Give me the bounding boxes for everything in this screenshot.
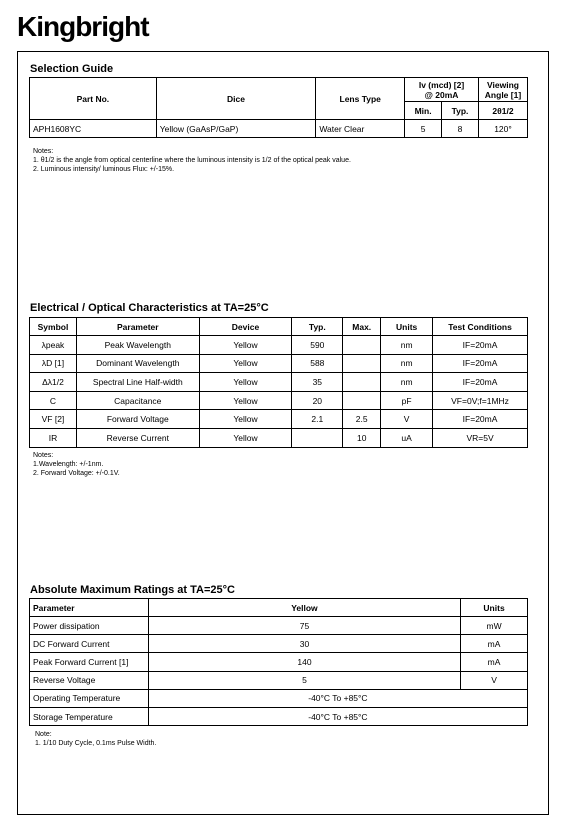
header-viewing-angle (478, 78, 527, 102)
absolute-table (29, 598, 528, 726)
table-cell: IF=20mA (433, 410, 528, 429)
table-cell: mW (461, 617, 528, 635)
note-line: 1. θ1/2 is the angle from optical centerline where the luminous intensity is 1/2 of the optical peak value. (33, 157, 351, 164)
header-symbol: Symbol (30, 318, 77, 336)
table-cell (343, 336, 381, 355)
selection-guide-title: Selection Guide (30, 63, 114, 75)
header-parameter: Parameter (76, 318, 199, 336)
table-cell: Yellow (199, 354, 292, 373)
note-line: Notes: (33, 452, 54, 459)
electrical-notes (33, 451, 120, 478)
header-typ: Typ. (442, 102, 479, 120)
table-cell: λpeak (30, 336, 77, 355)
absolute-title: Absolute Maximum Ratings at TA=25°C (30, 584, 235, 596)
table-cell: Yellow (199, 410, 292, 429)
table-cell: 2.5 (343, 410, 381, 429)
table-row (30, 354, 528, 373)
electrical-title: Electrical / Optical Characteristics at TA=25°C (30, 302, 269, 314)
table-cell: IF=20mA (433, 336, 528, 355)
table-cell (343, 354, 381, 373)
table-cell: 2.1 (292, 410, 343, 429)
table-cell: 75 (148, 617, 460, 635)
table-cell: 5 (148, 671, 460, 689)
absolute-notes (35, 730, 156, 748)
table-cell: λD [1] (30, 354, 77, 373)
table-row (30, 391, 528, 410)
header-test-conditions: Test Conditions (433, 318, 528, 336)
table-row (30, 635, 528, 653)
table-cell: -40°C To +85°C (148, 689, 527, 707)
table-row (30, 336, 528, 355)
table-cell: V (461, 671, 528, 689)
header-iv (405, 78, 479, 102)
table-cell: Forward Voltage (76, 410, 199, 429)
table-cell: 140 (148, 653, 460, 671)
table-row (30, 689, 528, 707)
header-units: Units (381, 318, 433, 336)
cell-lens: Water Clear (316, 120, 405, 138)
note-line: Note: (35, 731, 52, 738)
header-view-line2: Angle [1] (484, 89, 522, 100)
table-row (30, 373, 528, 392)
selection-guide-table (29, 77, 528, 138)
table-cell: Peak Wavelength (76, 336, 199, 355)
table-cell: 588 (292, 354, 343, 373)
table-cell: Operating Temperature (30, 689, 149, 707)
table-cell: uA (381, 428, 433, 447)
table-row (30, 671, 528, 689)
table-cell: V (381, 410, 433, 429)
table-cell: Yellow (199, 391, 292, 410)
cell-typ: 8 (442, 120, 479, 138)
table-cell: mA (461, 635, 528, 653)
table-cell: DC Forward Current (30, 635, 149, 653)
table-cell: Spectral Line Half-width (76, 373, 199, 392)
kingbright-logo: Kingbright (17, 11, 149, 42)
note-line: 1. 1/10 Duty Cycle, 0.1ms Pulse Width. (35, 740, 157, 747)
table-cell: 35 (292, 373, 343, 392)
table-cell: 30 (148, 635, 460, 653)
table-cell: mA (461, 653, 528, 671)
table-cell: -40°C To +85°C (148, 707, 527, 725)
table-cell: Yellow (199, 373, 292, 392)
electrical-table (29, 317, 528, 448)
table-cell: VF [2] (30, 410, 77, 429)
table-cell (292, 428, 343, 447)
header-units: Units (461, 599, 528, 617)
cell-min: 5 (405, 120, 442, 138)
note-line: 1.Wavelength: +/-1nm. (33, 461, 104, 468)
table-cell: Yellow (199, 336, 292, 355)
table-cell: Dominant Wavelength (76, 354, 199, 373)
table-row (30, 428, 528, 447)
header-min: Min. (405, 102, 442, 120)
table-cell: 10 (343, 428, 381, 447)
table-cell: nm (381, 373, 433, 392)
table-cell: IF=20mA (433, 354, 528, 373)
table-cell: nm (381, 354, 433, 373)
cell-dice: Yellow (GaAsP/GaP) (156, 120, 316, 138)
header-max: Max. (343, 318, 381, 336)
header-typ: Typ. (292, 318, 343, 336)
table-cell: VR=5V (433, 428, 528, 447)
table-cell: nm (381, 336, 433, 355)
header-yellow: Yellow (148, 599, 460, 617)
header-dice: Dice (156, 78, 316, 120)
table-row (30, 617, 528, 635)
table-cell: Yellow (199, 428, 292, 447)
table-cell: IR (30, 428, 77, 447)
table-cell: C (30, 391, 77, 410)
header-theta: 2θ1/2 (478, 102, 527, 120)
table-cell (343, 373, 381, 392)
header-iv-line2: @ 20mA (424, 89, 459, 100)
table-row (30, 707, 528, 725)
header-lens-type: Lens Type (316, 78, 405, 120)
table-cell: 590 (292, 336, 343, 355)
table-cell: Power dissipation (30, 617, 149, 635)
table-cell: Storage Temperature (30, 707, 149, 725)
header-parameter: Parameter (30, 599, 149, 617)
table-row (30, 410, 528, 429)
table-cell: Δλ1/2 (30, 373, 77, 392)
header-view-line1: Viewing (487, 79, 519, 90)
cell-part-no: APH1608YC (30, 120, 157, 138)
note-line: 2. Forward Voltage: +/-0.1V. (33, 470, 120, 477)
table-cell: 20 (292, 391, 343, 410)
note-line: Notes: (33, 148, 54, 155)
selection-notes (33, 147, 351, 174)
cell-angle: 120° (478, 120, 527, 138)
header-part-no: Part No. (30, 78, 157, 120)
table-cell: Capacitance (76, 391, 199, 410)
header-iv-line1: Iv (mcd) [2] (418, 79, 465, 90)
table-cell: Reverse Voltage (30, 671, 149, 689)
table-cell: VF=0V;f=1MHz (433, 391, 528, 410)
note-line: 2. Luminous intensity/ luminous Flux: +/-15%. (33, 166, 175, 173)
table-row (30, 653, 528, 671)
table-cell: IF=20mA (433, 373, 528, 392)
table-cell: pF (381, 391, 433, 410)
table-cell: Peak Forward Current [1] (30, 653, 149, 671)
table-cell (343, 391, 381, 410)
table-cell: Reverse Current (76, 428, 199, 447)
header-device: Device (199, 318, 292, 336)
